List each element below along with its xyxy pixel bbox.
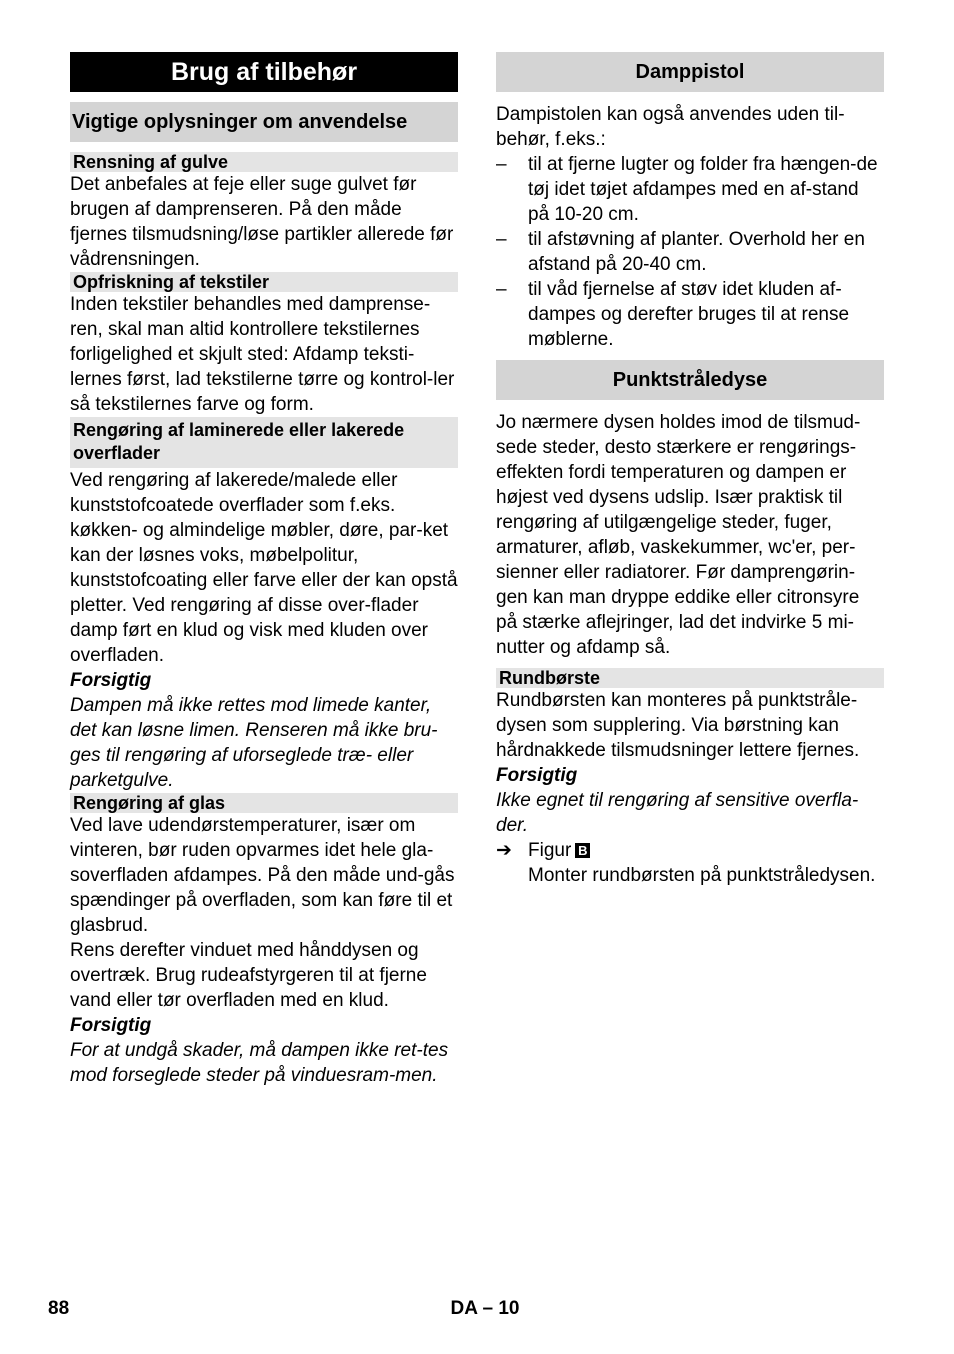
subheading-glass: Rengøring af glas bbox=[70, 793, 458, 813]
figure-instruction-text: Monter rundbørsten på punktstråledysen. bbox=[528, 865, 876, 886]
list-item-text: til afstøvning af planter. Overhold her en afstand på 20-40 cm. bbox=[528, 229, 865, 275]
arrow-right-icon: ➔ bbox=[496, 840, 512, 861]
caution-text-laminated: Dampen må ikke rettes mod limede kanter, det kan løsne limen. Renseren må ikke bru-ges til rengøring af uforseglede træ- eller parketgulve. bbox=[70, 695, 438, 791]
text-laminated: Ved rengøring af lakerede/malede eller kunststofcoatede overflader som f.eks. køkken- og almindelige møbler, døre, par-ket kan der løsnes voks, møbelpolitur, kunststofcoating eller farve eller der kan opstå pletter. Ved rengøring af disse over-flader damp ført en klud og visk med kluden over overfladen. bbox=[70, 470, 458, 666]
caution-text-glass: For at undgå skader, må dampen ikke ret-tes mod forseglede steder på vinduesram-men. bbox=[70, 1040, 449, 1086]
text-steam-gun-intro: Dampistolen kan også anvendes uden til-behør, f.eks.: bbox=[496, 104, 845, 150]
text-floors: Det anbefales at feje eller suge gulvet før brugen af damprenseren. På den måde fjernes tilsmudsning/løse partikler allerede før vådrensningen. bbox=[70, 174, 454, 270]
section-heading-important: Vigtige oplysninger om anvendelse bbox=[70, 102, 458, 142]
text-point-nozzle: Jo nærmere dysen holdes imod de tilsmud-sede steder, desto stærkere er rengørings-effekten fordi temperaturen og dampen er højest ved dysens udslip. Især praktisk til rengøring af utilgængelige steder, fuger, armaturer, afløb, vaskekummer, wc'er, per-sienner eller radiatorer. Før damprengørin-gen kan man dryppe eddike eller citronsyre på stærke aflejringer, lad det indvirke 5 mi-nutter og afdamp så. bbox=[496, 412, 861, 658]
list-item bbox=[496, 277, 884, 352]
right-column bbox=[496, 52, 884, 888]
text-glass-1: Ved lave udendørstemperaturer, især om vinteren, bør ruden opvarmes idet hele gla-soverfladen afdampes. På den måde und-gås spændinger på overfladen, som kan føre til et glasbrud. bbox=[70, 815, 455, 936]
caution-title-laminated: Forsigtig bbox=[70, 670, 152, 691]
subheading-floors: Rensning af gulve bbox=[70, 152, 458, 172]
left-column bbox=[70, 52, 458, 1088]
section-heading-point-nozzle: Punktstråledyse bbox=[496, 360, 884, 400]
figure-reference bbox=[496, 838, 884, 863]
figure-letter-badge: B bbox=[575, 843, 590, 858]
caution-title-round-brush: Forsigtig bbox=[496, 765, 578, 786]
list-item-text: til at fjerne lugter og folder fra hængen-de tøj idet tøjet afdampes med en af-stand på 10-20 cm. bbox=[528, 154, 878, 225]
page-number: 88 bbox=[48, 1298, 70, 1319]
footer-section-label: DA – 10 bbox=[450, 1298, 520, 1319]
dash-bullet: – bbox=[496, 229, 507, 250]
text-textiles: Inden tekstiler behandles med damprense-ren, skal man altid kontrollere tekstilernes forligelighed et skjult sted: Afdamp teksti-lernes først, lad tekstilerne tørre og kontrol-ler så tekstilernes farve og form. bbox=[70, 294, 455, 415]
page-title: Brug af tilbehør bbox=[70, 52, 458, 92]
caution-title-glass: Forsigtig bbox=[70, 1015, 152, 1036]
list-item bbox=[496, 152, 884, 227]
figure-label: Figur bbox=[528, 840, 572, 861]
text-glass-2: Rens derefter vinduet med hånddysen og overtræk. Brug rudeafstyrgeren til at fjerne vand eller tør overfladen med en klud. bbox=[70, 940, 427, 1011]
section-heading-steam-gun: Damppistol bbox=[496, 52, 884, 92]
figure-instruction bbox=[496, 863, 884, 888]
subheading-round-brush: Rundbørste bbox=[496, 668, 884, 688]
dash-bullet: – bbox=[496, 279, 507, 300]
subheading-textiles: Opfriskning af tekstiler bbox=[70, 272, 458, 292]
caution-text-round-brush: Ikke egnet til rengøring af sensitive overfla-der. bbox=[496, 790, 859, 836]
list-item bbox=[496, 227, 884, 277]
list-item-text: til våd fjernelse af støv idet kluden af-dampes og derefter bruges til at rense møblerne. bbox=[528, 279, 850, 350]
dash-bullet: – bbox=[496, 154, 507, 175]
text-round-brush: Rundbørsten kan monteres på punktstråle-dysen som supplering. Via børstning kan hårdnakkede tilsmudsninger lettere fjernes. bbox=[496, 690, 860, 761]
subheading-laminated: Rengøring af laminerede eller lakerede overflader bbox=[70, 417, 458, 468]
